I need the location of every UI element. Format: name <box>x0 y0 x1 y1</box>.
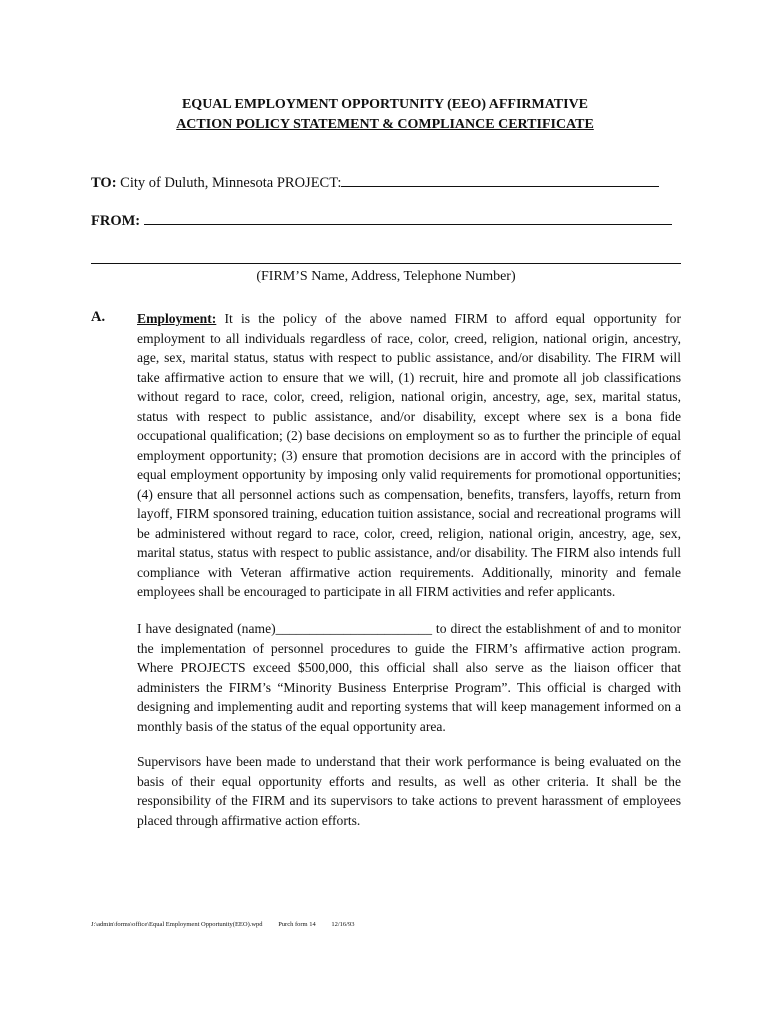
employment-paragraph <box>137 309 681 602</box>
page-footer <box>91 921 369 928</box>
section-heading: Employment: <box>137 311 217 326</box>
project-blank <box>341 173 659 187</box>
firm-info-caption: (FIRM’S Name, Address, Telephone Number) <box>256 269 516 284</box>
project-label: PROJECT: <box>276 175 342 191</box>
to-line <box>91 173 681 192</box>
firm-info-rule <box>91 263 681 264</box>
title-line-2: ACTION POLICY STATEMENT & COMPLIANCE CERTIFICATE <box>176 117 594 132</box>
to-recipient: City of Duluth, Minnesota <box>120 175 274 191</box>
title-line-1: EQUAL EMPLOYMENT OPPORTUNITY (EEO) AFFIRMATIVE <box>181 97 589 112</box>
employment-text: It is the policy of the above named FIRM to afford equal opportunity for employment to all individuals regardless of race, color, creed, religion, national origin, ancestry, age, sex, marital status, status with respect to public assistance, and/or disability. The FIRM will take affirmative action to ensure that we will, (1) recruit, hire and promote all job classifications without regard to race, color, creed, religion, national origin, ancestry, age, sex, marital status, status with respect to public assistance, and/or disability, except where sex is a bona fide occupational qualification; (2) base decisions on employment so as to further the principle of equal employment opportunity; (3) ensure that promotion decisions are in accord with the principles of equal employment opportunity by imposing only valid requirements for promotional opportunities; (4) ensure that all personnel actions such as compensation, benefits, transfers, layoffs, return from layoff, FIRM sponsored training, education tuition assistance, social and recreational programs will be administered without regard to race, color, creed, religion, national origin, ancestry, age, sex, marital status, status with respect to public assistance, and/or disability. The FIRM also intends full compliance with Veteran affirmative action requirements. Additionally, minority and female employees shall be encouraged to participate in all FIRM activities and refer applicants. <box>137 311 681 599</box>
from-label: FROM: <box>91 213 141 229</box>
designee-text-after: to direct the establishment of and to monitor the implementation of personnel procedures to guide the FIRM’s affirmative action program. Where PROJECTS exceed $500,000, this official shall also serve as the liaison officer that administers the FIRM’s “Minority Business Enterprise Program”. This official is charged with designing and implementing audit and reporting systems that will keep management informed on a monthly basis of the status of the equal opportunity area. <box>137 621 681 734</box>
to-label: TO: <box>91 175 117 191</box>
footer-form-number: Purch form 14 <box>278 921 316 928</box>
from-blank <box>144 211 672 225</box>
section-letter: A. <box>91 309 106 325</box>
designee-name-blank: _______________________ <box>275 621 432 636</box>
designee-paragraph <box>137 619 681 736</box>
from-line <box>91 211 681 230</box>
footer-file-path: J:\admin\forms\office\Equal Employment Opportunity(EEO).wpd <box>91 921 263 928</box>
supervisors-paragraph: Supervisors have been made to understand that their work performance is being evaluated on the basis of their equal opportunity efforts and results, as well as other criteria. It shall be the responsibility of the FIRM and its supervisors to take actions to prevent harassment of employees placed through affirmative action efforts. <box>137 754 681 828</box>
designee-text-before: I have designated (name) <box>137 621 276 636</box>
footer-date: 12/16/93 <box>331 921 355 928</box>
document-title <box>90 95 680 135</box>
